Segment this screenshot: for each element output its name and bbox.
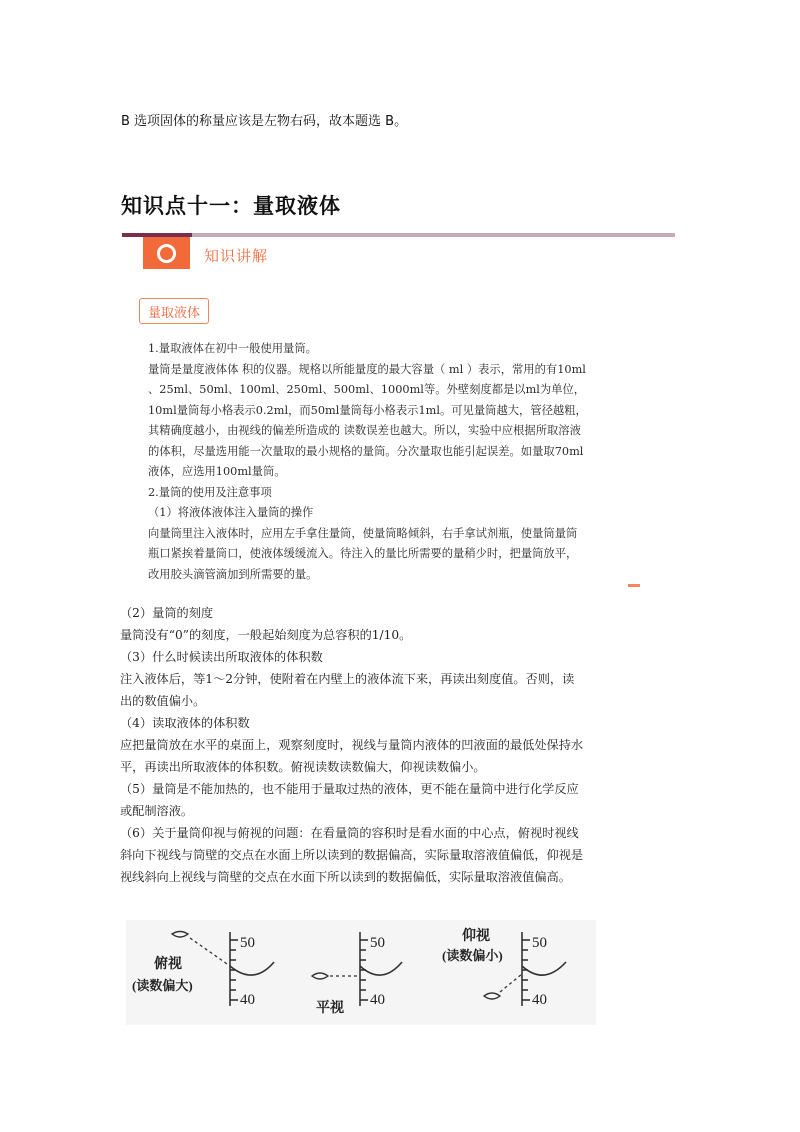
paragraph-line: （3）什么时候读出所取液体的体积数	[120, 650, 323, 664]
bottom-mark: 40	[532, 992, 547, 1008]
paragraph-line: 液体，应选用100ml量筒。	[148, 465, 286, 478]
paragraph-line: 改用胶头滴管滴加到所需要的量。	[148, 567, 318, 581]
paragraph-line: 注入液体后，等1～2分钟，使附着在内壁上的液体流下来，再读出刻度值。否则，读	[120, 672, 575, 686]
topic-tag: 量取液体	[139, 298, 209, 324]
notes-block	[120, 602, 700, 888]
paragraph-line: 瓶口紧挨着量筒口，使液体缓缓流入。待注入的量比所需要的量稍少时，把量筒放平，	[148, 547, 578, 560]
bottom-mark: 40	[370, 992, 385, 1008]
paragraph-line: 10ml量筒每小格表示0.2ml，而50ml量筒每小格表示1ml。可见量筒越大，管径越粗，	[148, 403, 587, 417]
banner-divider	[122, 233, 675, 237]
paragraph-line: 其精确度越小，由视线的偏差所造成的 读数误差也越大。所以，实验中应根据所取溶液	[148, 424, 581, 437]
cylinder-reading-figure	[126, 920, 596, 1025]
decorative-dash	[628, 584, 640, 587]
paragraph-line: （2）量筒的刻度	[120, 606, 214, 620]
paragraph-line: 或配制溶液。	[120, 804, 194, 818]
panel-caption-sub: (读数偏大)	[132, 978, 193, 993]
top-mark: 50	[370, 935, 385, 951]
paragraph-line: （1）将液体液体注入量筒的操作	[148, 506, 314, 519]
intro-line: B 选项固体的称量应该是左物右码，故本题选 B。	[121, 114, 408, 129]
paragraph-line: 量筒是量度液体体 积的仪器。规格以所能量度的最大容量（ ml ）表示，常用的有10ml	[148, 362, 586, 376]
section-title: 知识点十一：量取液体	[121, 194, 341, 218]
paragraph-line: 平，再读出所取液体的体积数。俯视读数读数偏大，仰视读数偏小。	[120, 760, 486, 774]
paragraph-line: 视线斜向上视线与筒壁的交点在水面下所以读到的数据偏低，实际量取溶液值偏高。	[120, 870, 571, 884]
panel-caption-sub: (读数偏小)	[442, 948, 503, 963]
bottom-mark: 40	[240, 992, 255, 1008]
paragraph-line: （6）关于量筒仰视与俯视的问题：在看量筒的容积时是看水面的中心点，俯视时视线	[120, 826, 579, 840]
paragraph-line: 1.量取液体在初中一般使用量筒。	[148, 342, 317, 355]
paragraph-line: 2.量筒的使用及注意事项	[148, 485, 272, 499]
paragraph-line: 向量筒里注入液体时，应用左手拿住量筒，使量筒略倾斜，右手拿试剂瓶，使量筒量筒	[148, 526, 578, 540]
paragraph-line: 、25ml、50ml、100ml、250ml、500ml、1000ml等。外壁刻度都是以ml为单位，	[148, 383, 586, 396]
top-mark: 50	[240, 935, 255, 951]
explanation-block	[148, 339, 668, 585]
paragraph-line: 应把量筒放在水平的桌面上，观察刻度时，视线与量筒内液体的凹液面的最低处保持水	[120, 738, 584, 752]
top-mark: 50	[532, 935, 547, 951]
paragraph-line: 出的数值偏小。	[120, 694, 206, 708]
panel-caption: 平视	[316, 1001, 344, 1016]
paragraph-line: 斜向下视线与筒壁的交点在水面上所以读到的数据偏高，实际量取溶液值偏低，仰视是	[120, 848, 584, 862]
heart-badge-icon	[143, 237, 190, 269]
paragraph-line: 的体积，尽量选用能一次量取的最小规格的量筒。分次量取也能引起误差。如量取70ml	[148, 444, 584, 458]
banner-label: 知识讲解	[204, 247, 269, 265]
panel-caption: 仰视	[462, 929, 490, 944]
paragraph-line: 量筒没有“0”的刻度，一般起始刻度为总容积的1/10。	[120, 628, 412, 642]
paragraph-line: （5）量筒是不能加热的，也不能用于量取过热的液体，更不能在量筒中进行化学反应	[120, 782, 579, 796]
paragraph-line: （4）读取液体的体积数	[120, 716, 250, 730]
panel-caption: 俯视	[154, 957, 182, 972]
